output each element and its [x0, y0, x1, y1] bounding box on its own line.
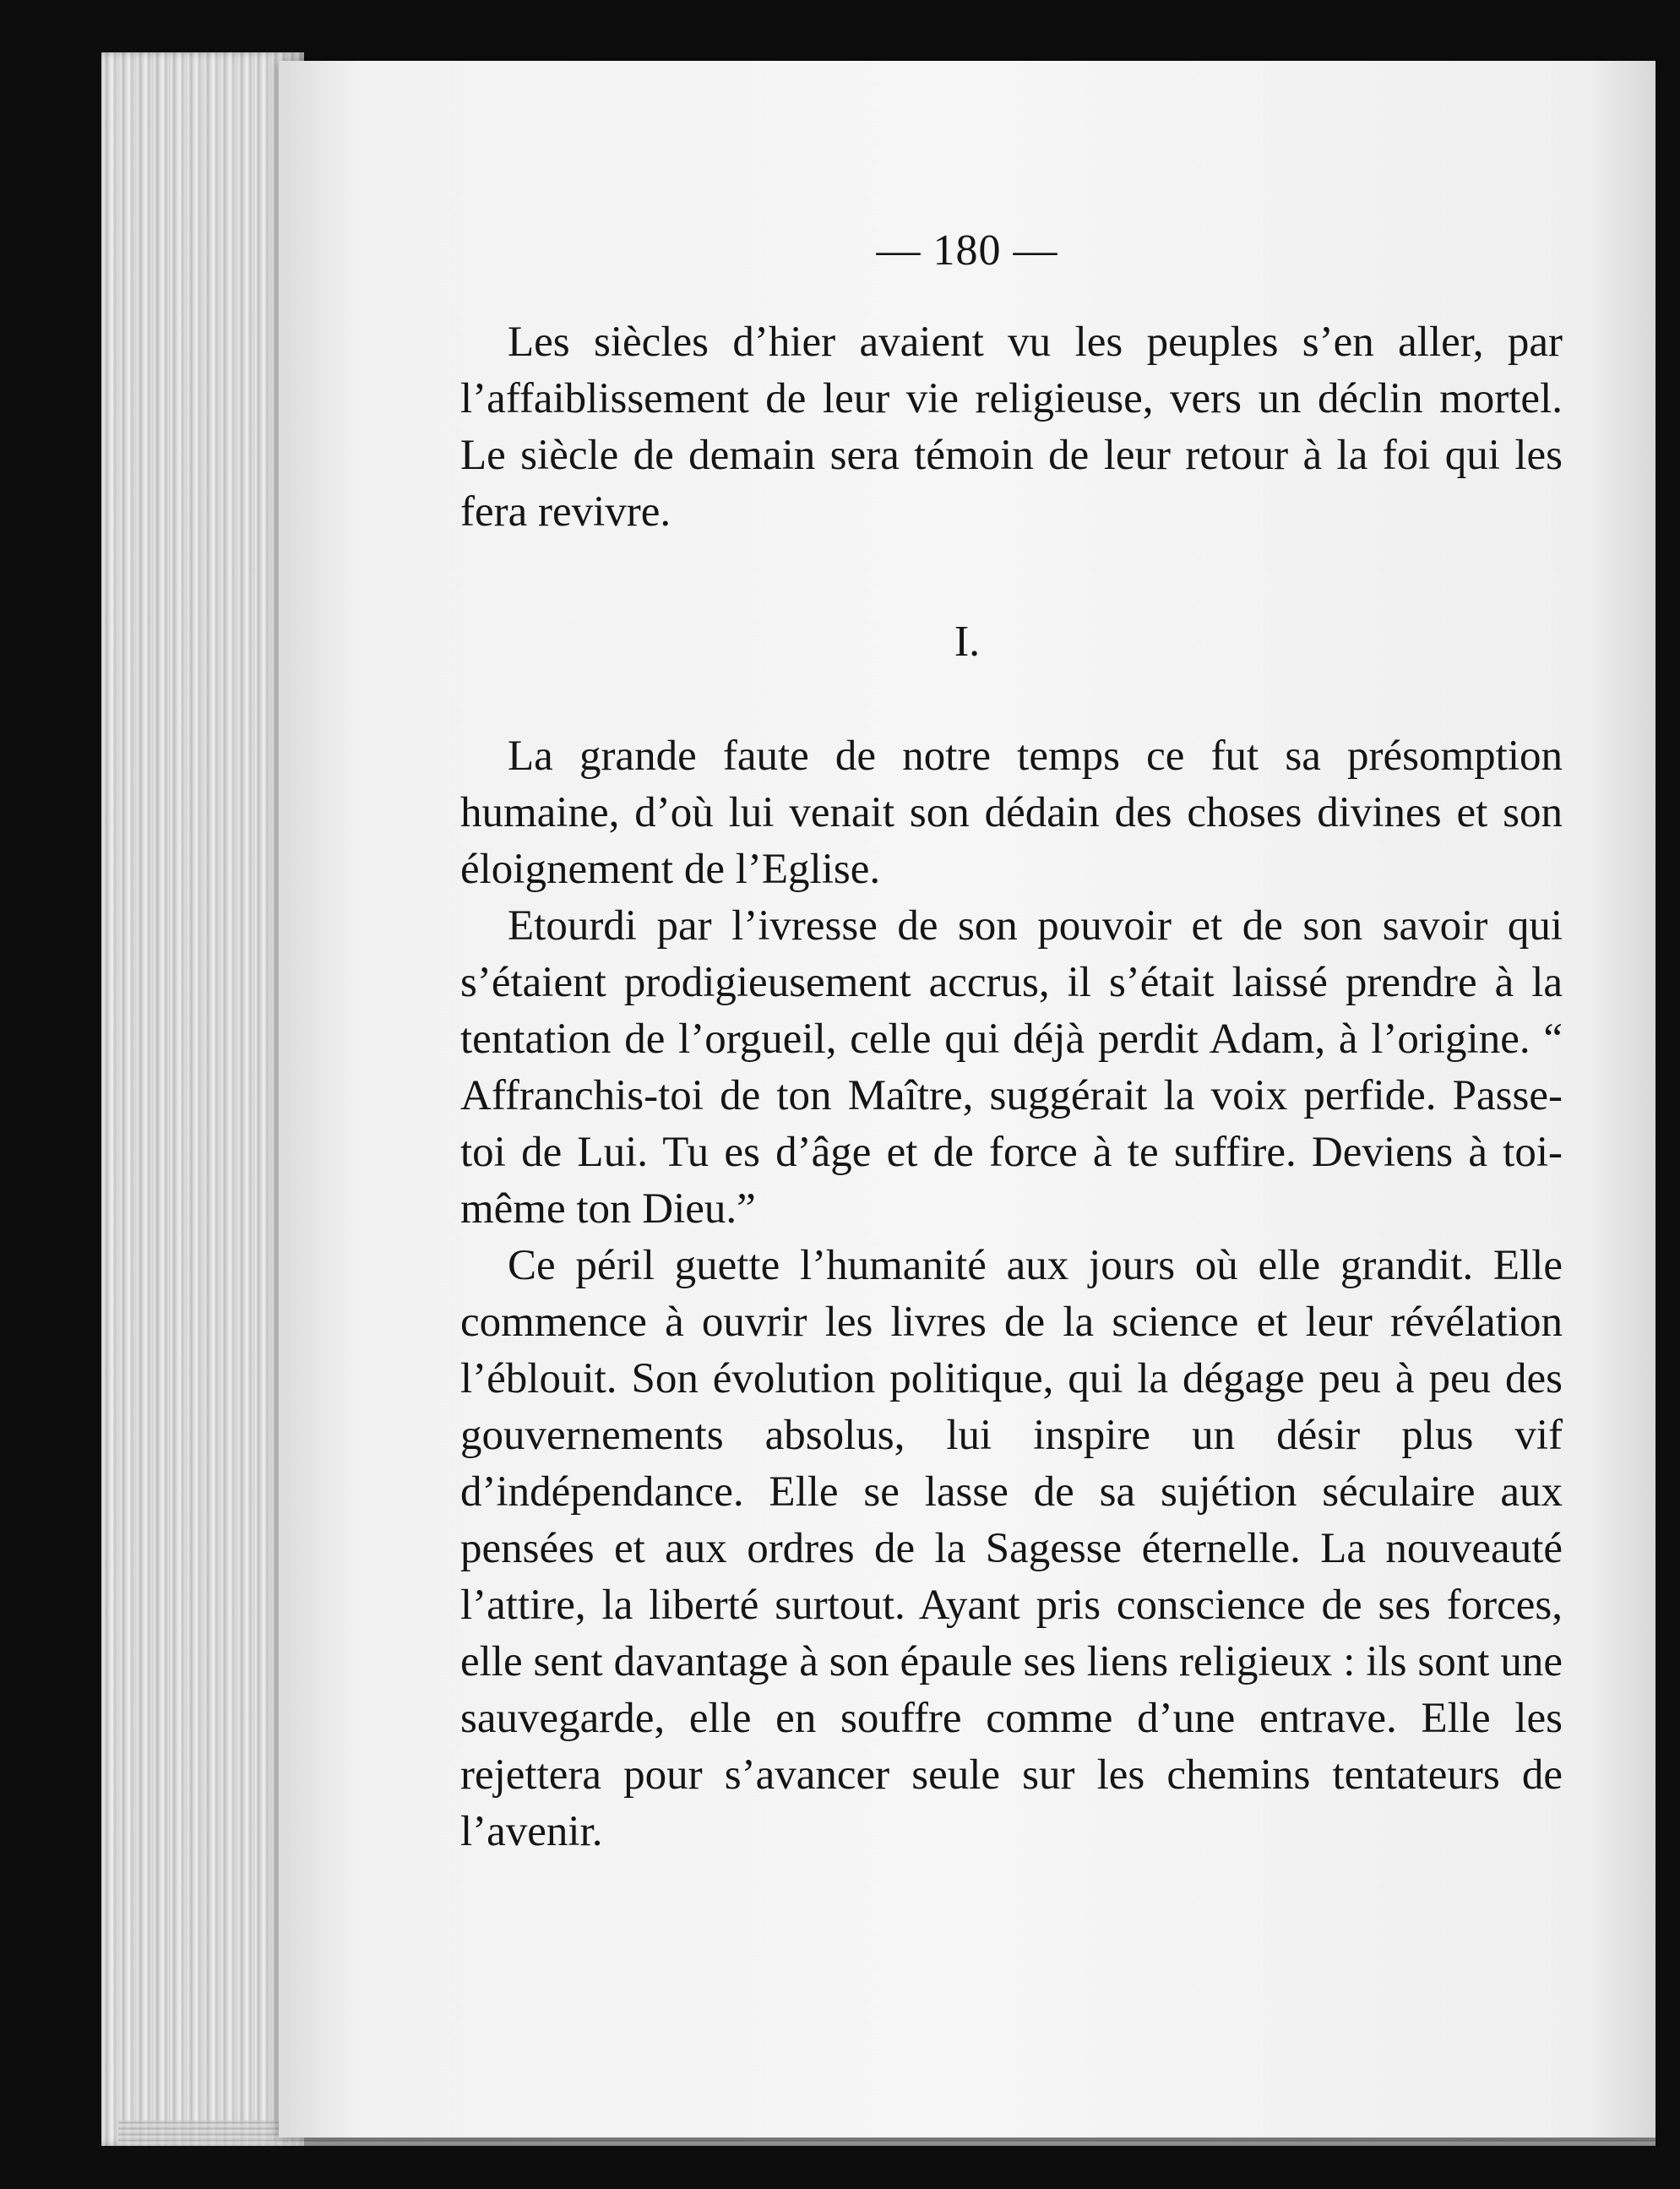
intro-paragraph: Les siècles d’hier avaient vu les peuples s’en aller, par l’affaiblissement de leur vie religieuse, vers un déclin mortel. Le siècle de demain sera témoin de leur retour à la foi qui les fera revivre. — [460, 319, 1563, 536]
book-page — [279, 61, 1656, 2137]
paragraph: Etourdi par l’ivresse de son pouvoir et de son savoir qui s’étaient prodigieusement accrus, il s’était laissé prendre à la tentation de l’orgueil, celle qui déjà perdit Adam, à l’origine. “ Affranchis-toi de ton Maître, suggérait la voix perfide. Passe-toi de Lui. Tu es d’âge et de force à te suffire. Deviens à toi-même ton Dieu.” — [460, 902, 1563, 1233]
intro-text — [460, 314, 1563, 541]
page-edges — [101, 52, 304, 2146]
section-numeral: I. — [954, 618, 981, 666]
paragraph: La grande faute de notre temps ce fut sa présomption humaine, d’où lui venait son dédain des choses divines et son éloignement de l’Eglise. — [460, 732, 1563, 893]
paragraph: Ce péril guette l’humanité aux jours où elle grandit. Elle commence à ouvrir les livres de la science et leur révélation l’éblouit. Son évolution politique, qui la dégage peu à peu des gouvernements absolus, lui inspire un désir plus vif d’indépendance. Elle se lasse de sa sujétion séculaire aux pensées et aux ordres de la Sagesse éternelle. La nouveauté l’attire, la liberté surtout. Ayant pris conscience de ses forces, elle sent davantage à son épaule ses liens religieux : ils sont une sauvegarde, elle en souffre comme d’une entrave. Elle les rejettera pour s’avancer seule sur les chemins tentateurs de l’avenir. — [460, 1242, 1563, 1855]
body-text — [460, 728, 1563, 1860]
page-number: — 180 — — [876, 226, 1058, 275]
